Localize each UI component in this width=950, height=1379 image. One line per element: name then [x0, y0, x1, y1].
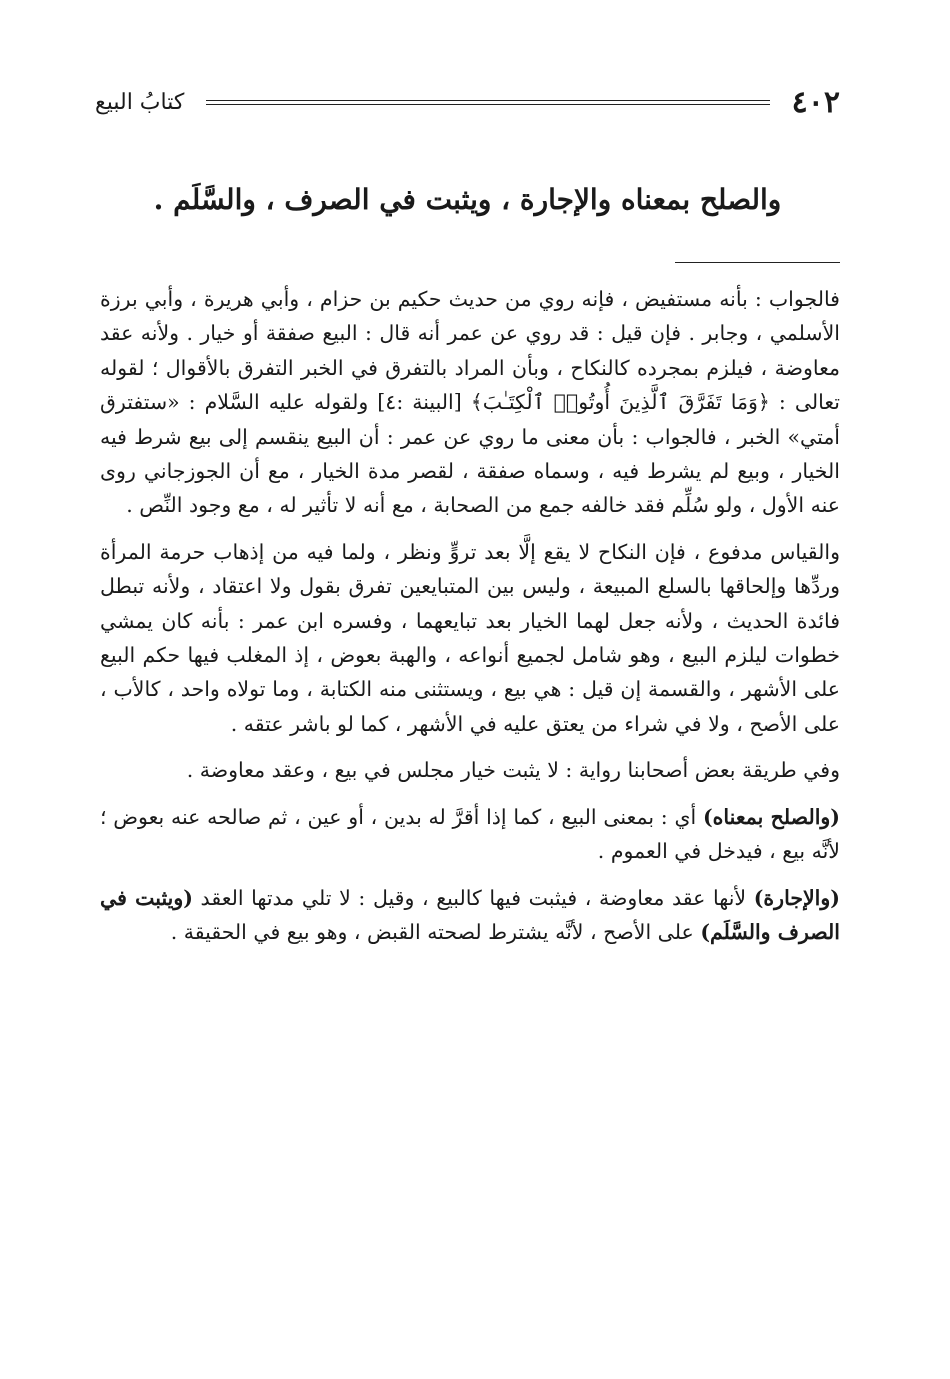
paragraph-5-body-a: لأنها عقد معاوضة ، فيثبت فيها كالبيع ، وقيل : لا تلي مدتها العقد [192, 885, 754, 910]
paragraph-5-lead: (والإجارة) [753, 885, 840, 910]
running-title: كتابُ البيع [95, 89, 185, 115]
separator-rule [675, 262, 840, 263]
paragraph-2: والقياس مدفوع ، فإن النكاح لا يقع إلَّا بعد تروٍّ ونظر ، ولما فيه من إذهاب حرمة المرأة وردِّها وإلحاقها بالسلع المبيعة ، وليس بين المتبايعين تفرق بقول ولا اعتقاد ، ولأنه تبطل فائدة الحديث ، ولأنه جعل لهما الخيار بعد تبايعهما ، وفسره ابن عمر : بأنه كان يمشي خطوات ليلزم البيع ، وهو شامل لجميع أنواعه ، والهبة بعوض ، إذ المغلب فيها حكم البيع على الأشهر ، والقسمة إن قيل : هي بيع ، ويستثنى منه الكتابة ، وما تولاه واحد ، كالأب ، على الأصح ، ولا في شراء من يعتق عليه في الأشهر ، كما لو باشر عتقه . [100, 539, 840, 736]
paragraph-4 [100, 800, 840, 869]
paragraph-3: وفي طريقة بعض أصحابنا رواية : لا يثبت خيار مجلس في بيع ، وعقد معاوضة . [186, 758, 840, 783]
page-number: ٤٠٢ [791, 84, 840, 120]
paragraph-5-bold-mid: (ويثبت في الصرف والسَّلَم) [100, 885, 840, 944]
commentary [100, 282, 840, 961]
paragraph-5 [100, 881, 840, 950]
paragraph-5-body-b: على الأصح ، لأنَّه يشترط لصحته القبض ، وهو بيع في الحقيقة . [170, 919, 701, 944]
paragraph-1: فالجواب : بأنه مستفيض ، فإنه روي من حديث حكيم بن حزام ، وأبي هريرة ، وأبي برزة الأسلمي ، وجابر . فإن قيل : قد روي عن عمر أنه قال : البيع صفقة أو خيار . ولأنه عقد معاوضة ، فيلزم بمجرده كالنكاح ، وبأن المراد بالتفرق في الخبر التفرق بالأقوال ؛ لقوله تعالى : ﴿وَمَا تَفَرَّقَ ٱلَّذِينَ أُوتُوا۟ ٱلْكِتَـٰبَ﴾ [البينة :٤] ولقوله عليه السَّلام : «ستفترق أمتي» الخبر ، فالجواب : بأن معنى ما روي عن عمر : أن البيع ينقسم إلى بيع شرط فيه الخيار ، وبيع لم يشرط فيه ، وسماه صفقة ، لقصر مدة الخيار ، مع أن الجوزجاني روى عنه الأول ، ولو سُلِّم فقد خالفه جمع من الصحابة ، مع أنه لا تأثير له ، مع وجود النِّص . [100, 287, 840, 518]
main-text: والصلح بمعناه والإجارة ، ويثبت في الصرف ، والسَّلَم . [153, 183, 782, 216]
header-rule [206, 100, 769, 105]
page-header [95, 82, 840, 122]
paragraph-4-body: أي : بمعنى البيع ، كما إذا أقرَّ له بدين ، أو عين ، ثم صالحه عنه بعوض ؛ لأنَّه بيع ، فيدخل في العموم . [100, 804, 840, 864]
paragraph-4-lead: (والصلح بمعناه) [702, 804, 841, 829]
